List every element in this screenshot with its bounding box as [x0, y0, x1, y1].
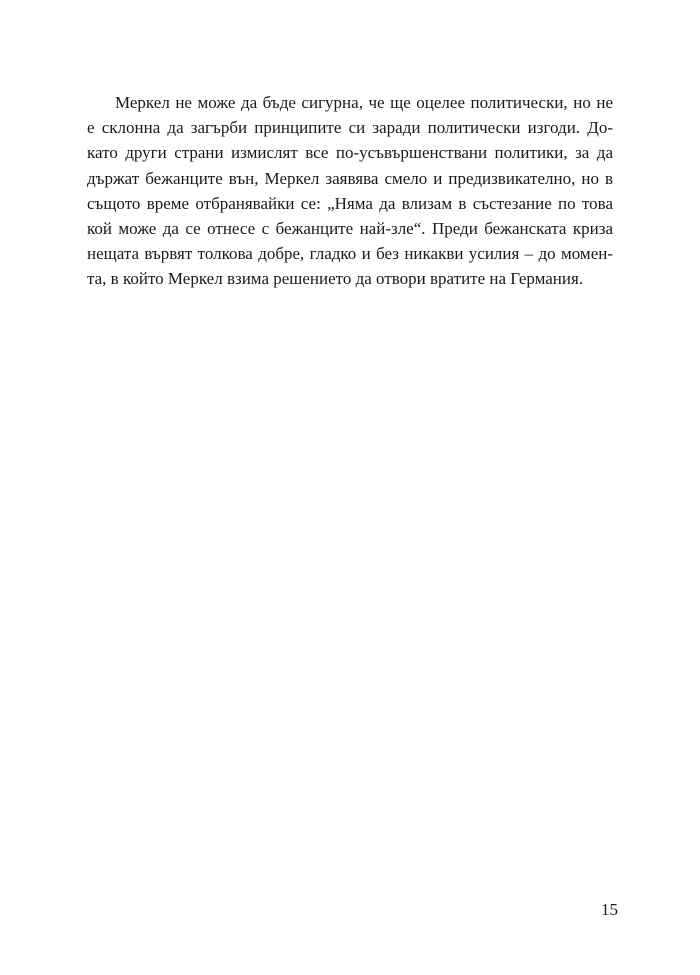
paragraph-line: държат бежанците вън, Меркел заявява смело и предизвикателно, но в	[87, 168, 613, 188]
paragraph-line: та, в който Меркел взима решението да отвори вратите на Германия.	[87, 269, 584, 289]
paragraph-line: кой може да се отнесе с бежанците най-зле“. Преди бежанската криза	[87, 218, 613, 238]
paragraph-line: като други страни измислят все по-усъвършенствани политики, за да	[87, 143, 613, 163]
paragraph-line: нещата вървят толкова добре, гладко и без никакви усилия – до момен-	[87, 244, 613, 264]
paragraph-line: Меркел не може да бъде сигурна, че ще оцелее политически, но не	[115, 93, 613, 112]
paragraph-line: същото време отбранявайки се: „Няма да влизам в състезание по това	[87, 193, 613, 213]
body-paragraph	[87, 90, 613, 292]
paragraph-line: е склонна да загърби принципите си заради политически изгоди. До-	[87, 118, 613, 138]
page-number: 15	[601, 900, 618, 919]
